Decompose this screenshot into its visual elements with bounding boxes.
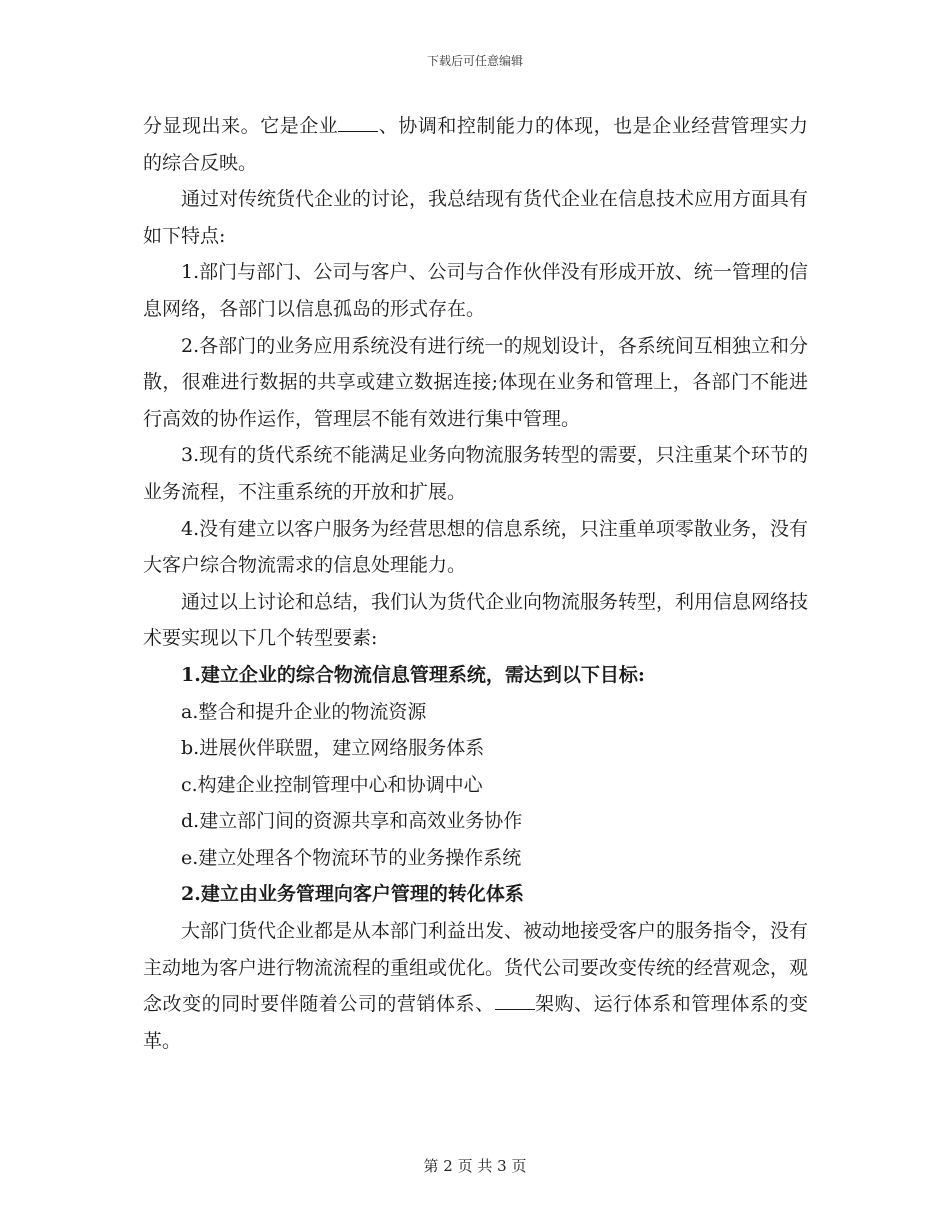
paragraph-7: 通过以上讨论和总结，我们认为货代企业向物流服务转型，利用信息网络技术要实现以下几个转型要素:	[143, 590, 809, 650]
document-body	[143, 108, 808, 1059]
section-heading-1: 1.建立企业的综合物流信息管理系统，需达到以下目标:	[181, 663, 645, 686]
page-header: 下载后可任意编辑	[426, 54, 523, 68]
list-item-d: d.建立部门间的资源共享和高效业务协作	[181, 810, 523, 833]
paragraph-6: 4.没有建立以客户服务为经营思想的信息系统，只注重单项零散业务，没有大客户综合物流需求的信息处理能力。	[143, 517, 808, 577]
paragraph-1-part-a: 分显现出来。它是企业	[143, 115, 339, 137]
list-item-c: c.构建企业控制管理中心和协调中心	[181, 773, 483, 796]
section-heading-2: 2.建立由业务管理向客户管理的转化体系	[181, 883, 524, 906]
paragraph-8	[143, 913, 808, 1059]
paragraph-5: 3.现有的货代系统不能满足业务向物流服务转型的需要，只注重某个环节的业务流程，不注重系统的开放和扩展。	[143, 444, 808, 503]
list-item-a: a.整合和提升企业的物流资源	[181, 700, 427, 723]
paragraph-1	[143, 108, 808, 181]
paragraph-8-part-a: 大部门货代企业都是从本部门利益出发、被动地接受客户的服务指令，没有主动地为客户进行物流流程的重组或优化。货代公司要改变传统的经营观念，观念改变的同时要伴随着公司的营销体系、	[143, 920, 809, 1016]
paragraph-4: 2.各部门的业务应用系统没有进行统一的规划设计，各系统间互相独立和分散，很难进行数据的共享或建立数据连接;体现在业务和管理上，各部门不能进行高效的协作运作，管理层不能有效进行集中管理。	[143, 334, 808, 430]
list-item-e: e.建立处理各个物流环节的业务操作系统	[181, 846, 522, 869]
paragraph-3: 1.部门与部门、公司与客户、公司与合作伙伴没有形成开放、统一管理的信息网络，各部门以信息孤岛的形式存在。	[143, 261, 808, 320]
paragraph-8-part-b: 架购、运行体系和管理体系的变革。	[143, 993, 808, 1052]
page-footer: 第 2 页 共 3 页	[423, 1157, 527, 1175]
paragraph-2: 通过对传统货代企业的讨论，我总结现有货代企业在信息技术应用方面具有如下特点:	[143, 188, 809, 247]
blank-line	[338, 114, 378, 132]
list-item-b: b.进展伙伴联盟，建立网络服务体系	[181, 737, 485, 760]
blank-line	[495, 992, 535, 1010]
paragraph-1-part-b: 、协调和控制能力的体现，也是企业经营管理实力的综合反映。	[143, 115, 808, 174]
